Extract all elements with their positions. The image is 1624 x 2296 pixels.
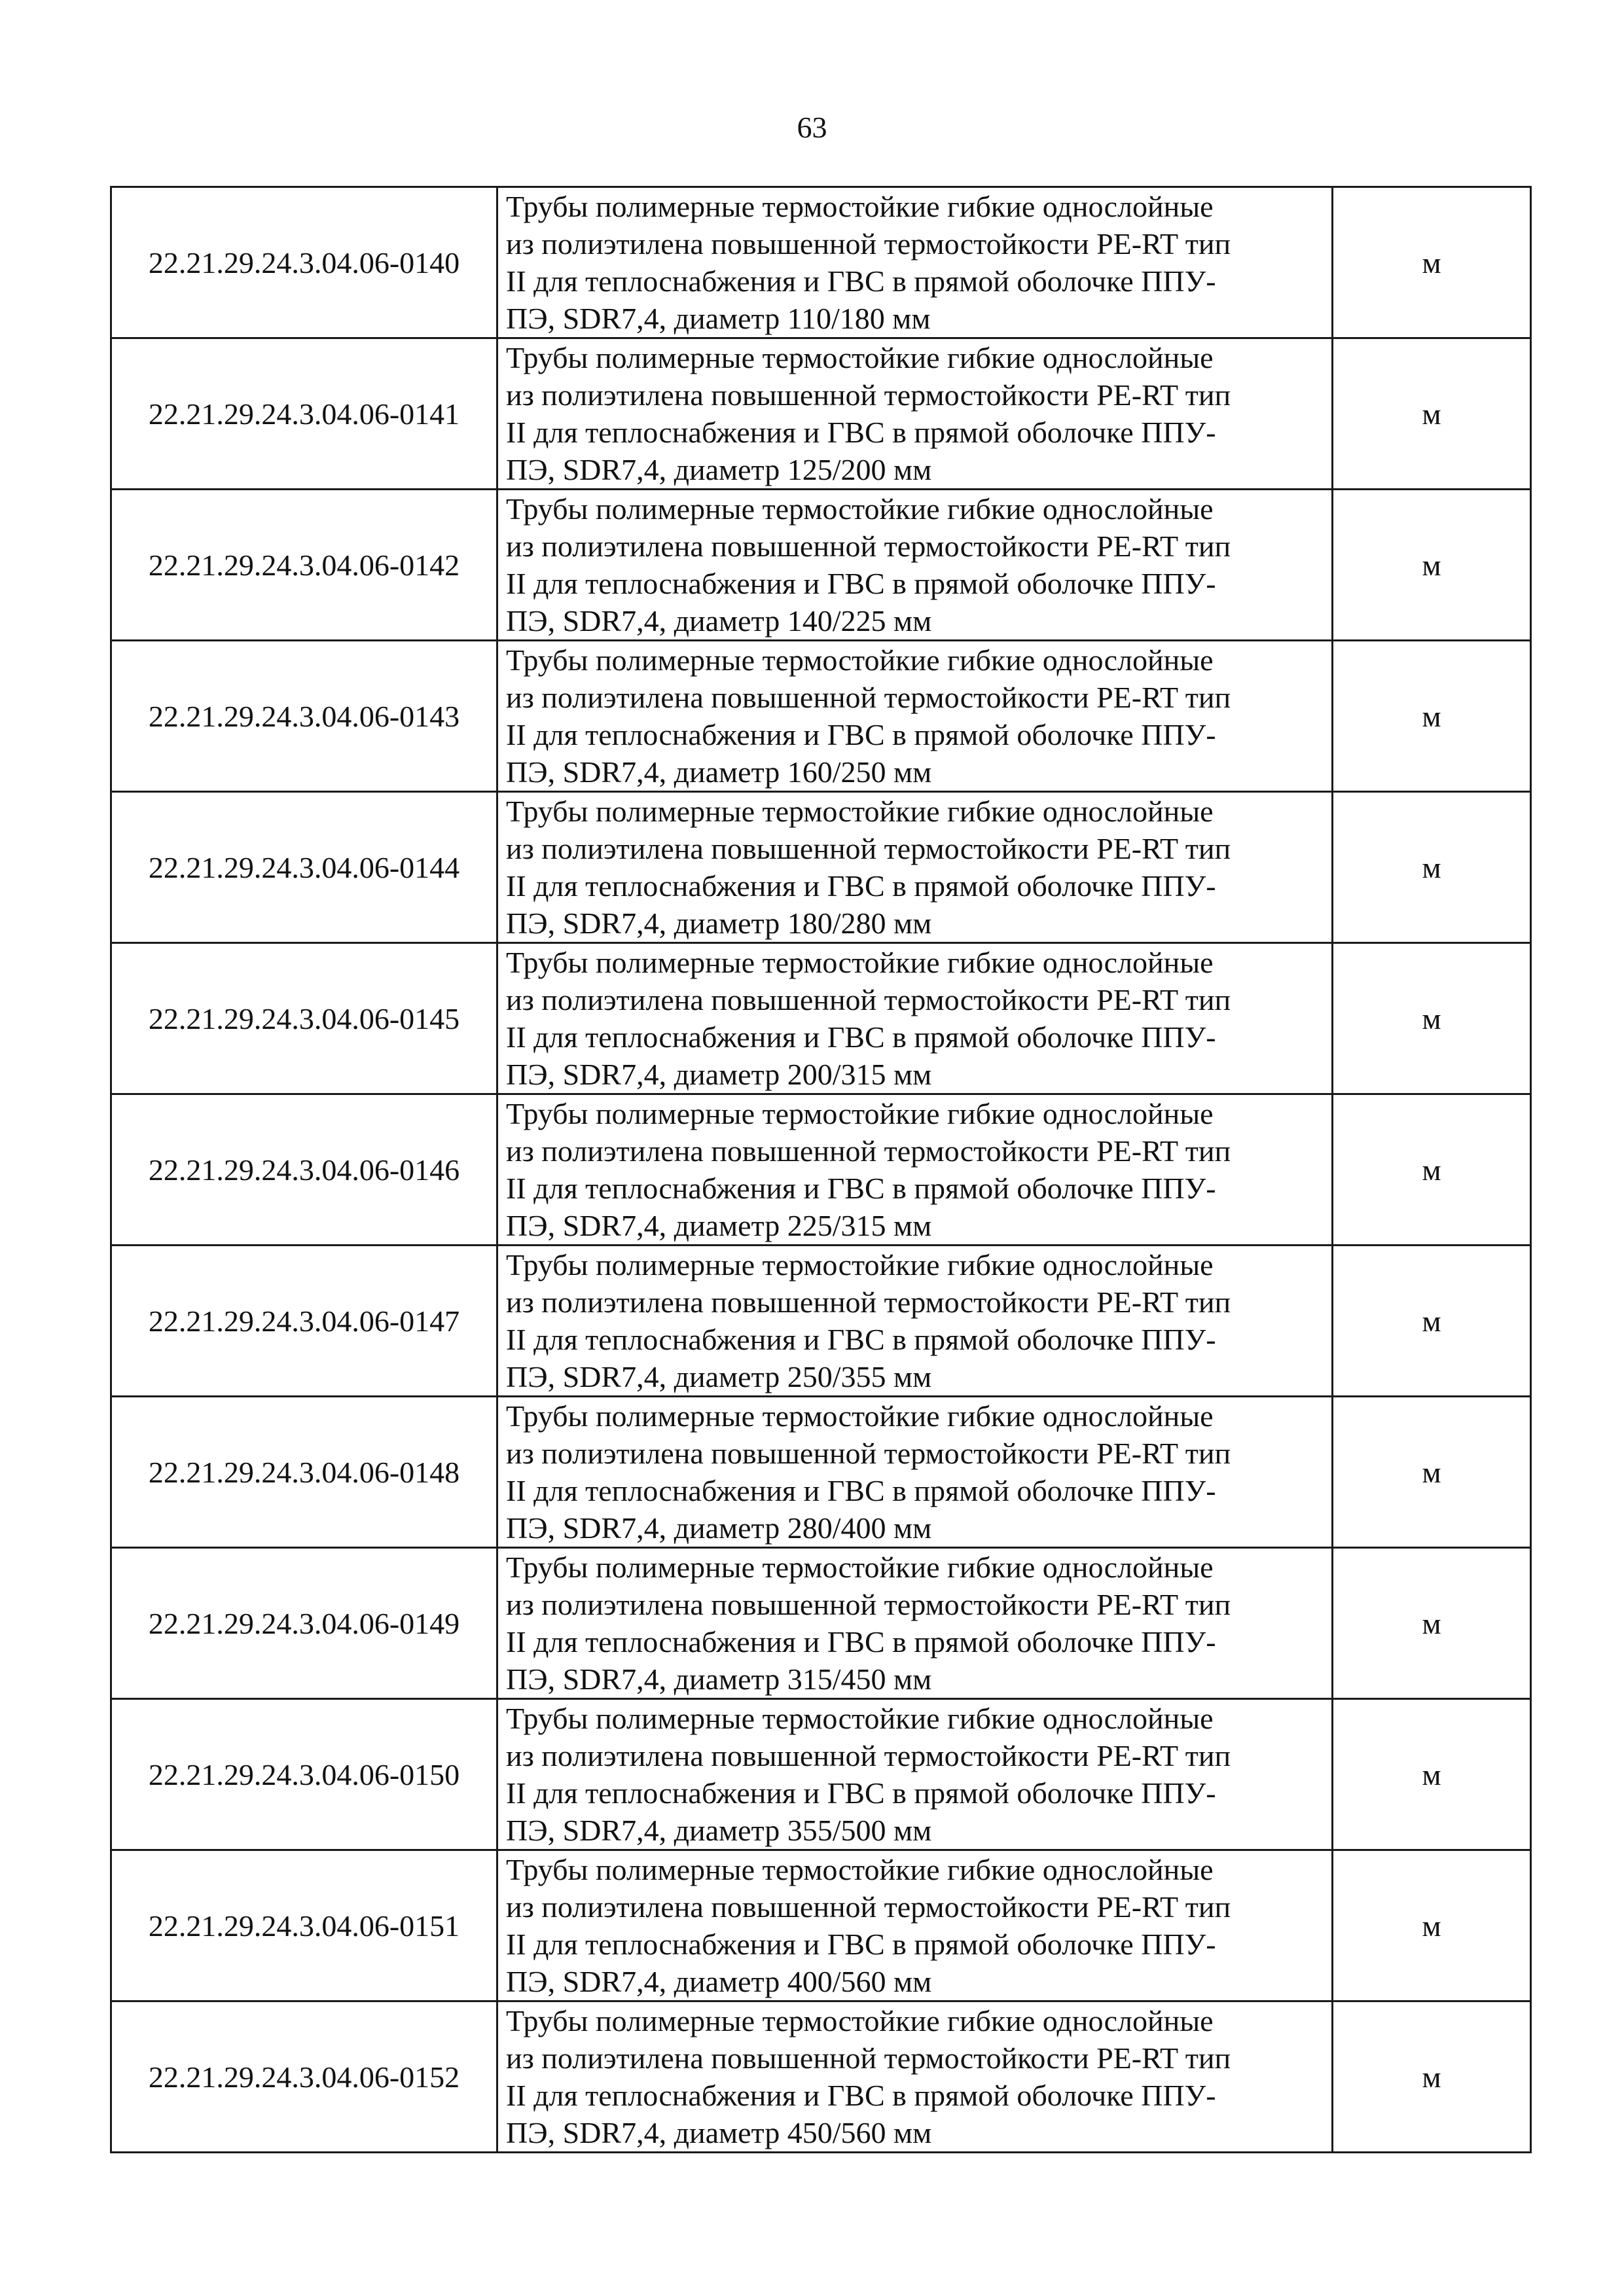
unit-cell: м — [1333, 1850, 1531, 2001]
description-line: из полиэтилена повышенной термостойкости PE-RT тип — [506, 227, 1231, 260]
table-row — [111, 1699, 1531, 1850]
resource-description-cell — [497, 187, 1333, 338]
resource-code-cell: 22.21.29.24.3.04.06-0146 — [111, 1094, 497, 1246]
table-row — [111, 1246, 1531, 1397]
description-line: ПЭ, SDR7,4, диаметр 225/315 мм — [506, 1209, 932, 1242]
unit-cell: м — [1333, 792, 1531, 943]
description-line: II для теплоснабжения и ГВС в прямой оболочке ППУ- — [506, 1776, 1216, 1810]
unit-cell: м — [1333, 1699, 1531, 1850]
unit-cell: м — [1333, 1094, 1531, 1246]
resource-description-cell — [497, 490, 1333, 641]
table-row — [111, 1397, 1531, 1548]
description-line: Трубы полимерные термостойкие гибкие однослойные — [506, 795, 1214, 828]
description-line: II для теплоснабжения и ГВС в прямой оболочке ППУ- — [506, 1474, 1216, 1507]
description-line: Трубы полимерные термостойкие гибкие однослойные — [506, 1399, 1214, 1433]
description-line: ПЭ, SDR7,4, диаметр 355/500 мм — [506, 1814, 932, 1847]
resource-description-cell — [497, 1246, 1333, 1397]
table-row — [111, 943, 1531, 1094]
description-line: Трубы полимерные термостойкие гибкие однослойные — [506, 492, 1214, 526]
description-line: Трубы полимерные термостойкие гибкие однослойные — [506, 1248, 1214, 1282]
description-line: Трубы полимерные термостойкие гибкие однослойные — [506, 643, 1214, 677]
description-line: из полиэтилена повышенной термостойкости PE-RT тип — [506, 681, 1231, 714]
resource-code-cell: 22.21.29.24.3.04.06-0143 — [111, 641, 497, 792]
unit-cell: м — [1333, 1246, 1531, 1397]
description-line: ПЭ, SDR7,4, диаметр 140/225 мм — [506, 604, 932, 637]
description-line: ПЭ, SDR7,4, диаметр 160/250 мм — [506, 755, 932, 789]
unit-cell: м — [1333, 490, 1531, 641]
unit-cell: м — [1333, 187, 1531, 338]
description-line: Трубы полимерные термостойкие гибкие однослойные — [506, 946, 1214, 979]
description-line: Трубы полимерные термостойкие гибкие однослойные — [506, 1853, 1214, 1886]
unit-cell: м — [1333, 641, 1531, 792]
page-number: 63 — [797, 111, 827, 144]
description-line: из полиэтилена повышенной термостойкости PE-RT тип — [506, 1134, 1231, 1168]
description-line: II для теплоснабжения и ГВС в прямой оболочке ППУ- — [506, 1020, 1216, 1054]
unit-cell: м — [1333, 338, 1531, 490]
description-line: из полиэтилена повышенной термостойкости PE-RT тип — [506, 832, 1231, 865]
description-line: из полиэтилена повышенной термостойкости PE-RT тип — [506, 1437, 1231, 1470]
table-row — [111, 338, 1531, 490]
table-row — [111, 2001, 1531, 2153]
resource-code-cell: 22.21.29.24.3.04.06-0150 — [111, 1699, 497, 1850]
table-row — [111, 1850, 1531, 2001]
resource-description-cell — [497, 338, 1333, 490]
resource-description-cell — [497, 1850, 1333, 2001]
description-line: II для теплоснабжения и ГВС в прямой оболочке ППУ- — [506, 1928, 1216, 1961]
description-line: II для теплоснабжения и ГВС в прямой оболочке ППУ- — [506, 2079, 1216, 2112]
resource-code-cell: 22.21.29.24.3.04.06-0142 — [111, 490, 497, 641]
table-row — [111, 1548, 1531, 1699]
description-line: Трубы полимерные термостойкие гибкие однослойные — [506, 341, 1214, 374]
description-line: ПЭ, SDR7,4, диаметр 250/355 мм — [506, 1360, 932, 1393]
description-line: ПЭ, SDR7,4, диаметр 315/450 мм — [506, 1662, 932, 1696]
table-row — [111, 187, 1531, 338]
description-line: II для теплоснабжения и ГВС в прямой оболочке ППУ- — [506, 264, 1216, 298]
description-line: Трубы полимерные термостойкие гибкие однослойные — [506, 1702, 1214, 1735]
resource-code-cell: 22.21.29.24.3.04.06-0149 — [111, 1548, 497, 1699]
description-line: ПЭ, SDR7,4, диаметр 280/400 мм — [506, 1511, 932, 1545]
description-line: ПЭ, SDR7,4, диаметр 200/315 мм — [506, 1058, 932, 1091]
resource-code-cell: 22.21.29.24.3.04.06-0152 — [111, 2001, 497, 2153]
description-line: из полиэтилена повышенной термостойкости PE-RT тип — [506, 529, 1231, 563]
description-line: из полиэтилена повышенной термостойкости PE-RT тип — [506, 1588, 1231, 1621]
description-line: из полиэтилена повышенной термостойкости PE-RT тип — [506, 1890, 1231, 1924]
table-body — [111, 187, 1531, 2153]
description-line: II для теплоснабжения и ГВС в прямой оболочке ППУ- — [506, 416, 1216, 449]
resource-code-cell: 22.21.29.24.3.04.06-0141 — [111, 338, 497, 490]
resource-code-cell: 22.21.29.24.3.04.06-0151 — [111, 1850, 497, 2001]
description-line: из полиэтилена повышенной термостойкости PE-RT тип — [506, 1285, 1231, 1319]
resource-code-cell: 22.21.29.24.3.04.06-0147 — [111, 1246, 497, 1397]
description-line: II для теплоснабжения и ГВС в прямой оболочке ППУ- — [506, 1625, 1216, 1659]
description-line: Трубы полимерные термостойкие гибкие однослойные — [506, 1551, 1214, 1584]
resource-code-cell: 22.21.29.24.3.04.06-0145 — [111, 943, 497, 1094]
table-row — [111, 792, 1531, 943]
resource-code-cell: 22.21.29.24.3.04.06-0140 — [111, 187, 497, 338]
description-line: II для теплоснабжения и ГВС в прямой оболочке ППУ- — [506, 1323, 1216, 1356]
description-line: ПЭ, SDR7,4, диаметр 180/280 мм — [506, 906, 932, 940]
description-line: Трубы полимерные термостойкие гибкие однослойные — [506, 2004, 1214, 2037]
description-line: ПЭ, SDR7,4, диаметр 450/560 мм — [506, 2116, 932, 2149]
description-line: II для теплоснабжения и ГВС в прямой оболочке ППУ- — [506, 567, 1216, 600]
description-line: Трубы полимерные термостойкие гибкие однослойные — [506, 190, 1214, 223]
table-row — [111, 1094, 1531, 1246]
description-line: из полиэтилена повышенной термостойкости PE-RT тип — [506, 983, 1231, 1016]
description-line: из полиэтилена повышенной термостойкости PE-RT тип — [506, 2041, 1231, 2075]
resource-code-cell: 22.21.29.24.3.04.06-0148 — [111, 1397, 497, 1548]
resource-code-cell: 22.21.29.24.3.04.06-0144 — [111, 792, 497, 943]
table-row — [111, 490, 1531, 641]
resource-table — [110, 186, 1532, 2153]
unit-cell: м — [1333, 2001, 1531, 2153]
description-line: из полиэтилена повышенной термостойкости PE-RT тип — [506, 1739, 1231, 1772]
description-line: II для теплоснабжения и ГВС в прямой оболочке ППУ- — [506, 718, 1216, 751]
resource-description-cell — [497, 943, 1333, 1094]
unit-cell: м — [1333, 1548, 1531, 1699]
description-line: II для теплоснабжения и ГВС в прямой оболочке ППУ- — [506, 1172, 1216, 1205]
resource-description-cell — [497, 1699, 1333, 1850]
unit-cell: м — [1333, 1397, 1531, 1548]
resource-description-cell — [497, 1548, 1333, 1699]
description-line: ПЭ, SDR7,4, диаметр 110/180 мм — [506, 302, 931, 335]
resource-description-cell — [497, 641, 1333, 792]
description-line: II для теплоснабжения и ГВС в прямой оболочке ППУ- — [506, 869, 1216, 903]
resource-description-cell — [497, 2001, 1333, 2153]
description-line: ПЭ, SDR7,4, диаметр 125/200 мм — [506, 453, 932, 486]
resource-description-cell — [497, 1094, 1333, 1246]
resource-description-cell — [497, 1397, 1333, 1548]
description-line: ПЭ, SDR7,4, диаметр 400/560 мм — [506, 1965, 932, 1998]
table-row — [111, 641, 1531, 792]
resource-description-cell — [497, 792, 1333, 943]
unit-cell: м — [1333, 943, 1531, 1094]
description-line: Трубы полимерные термостойкие гибкие однослойные — [506, 1097, 1214, 1130]
description-line: из полиэтилена повышенной термостойкости PE-RT тип — [506, 378, 1231, 412]
